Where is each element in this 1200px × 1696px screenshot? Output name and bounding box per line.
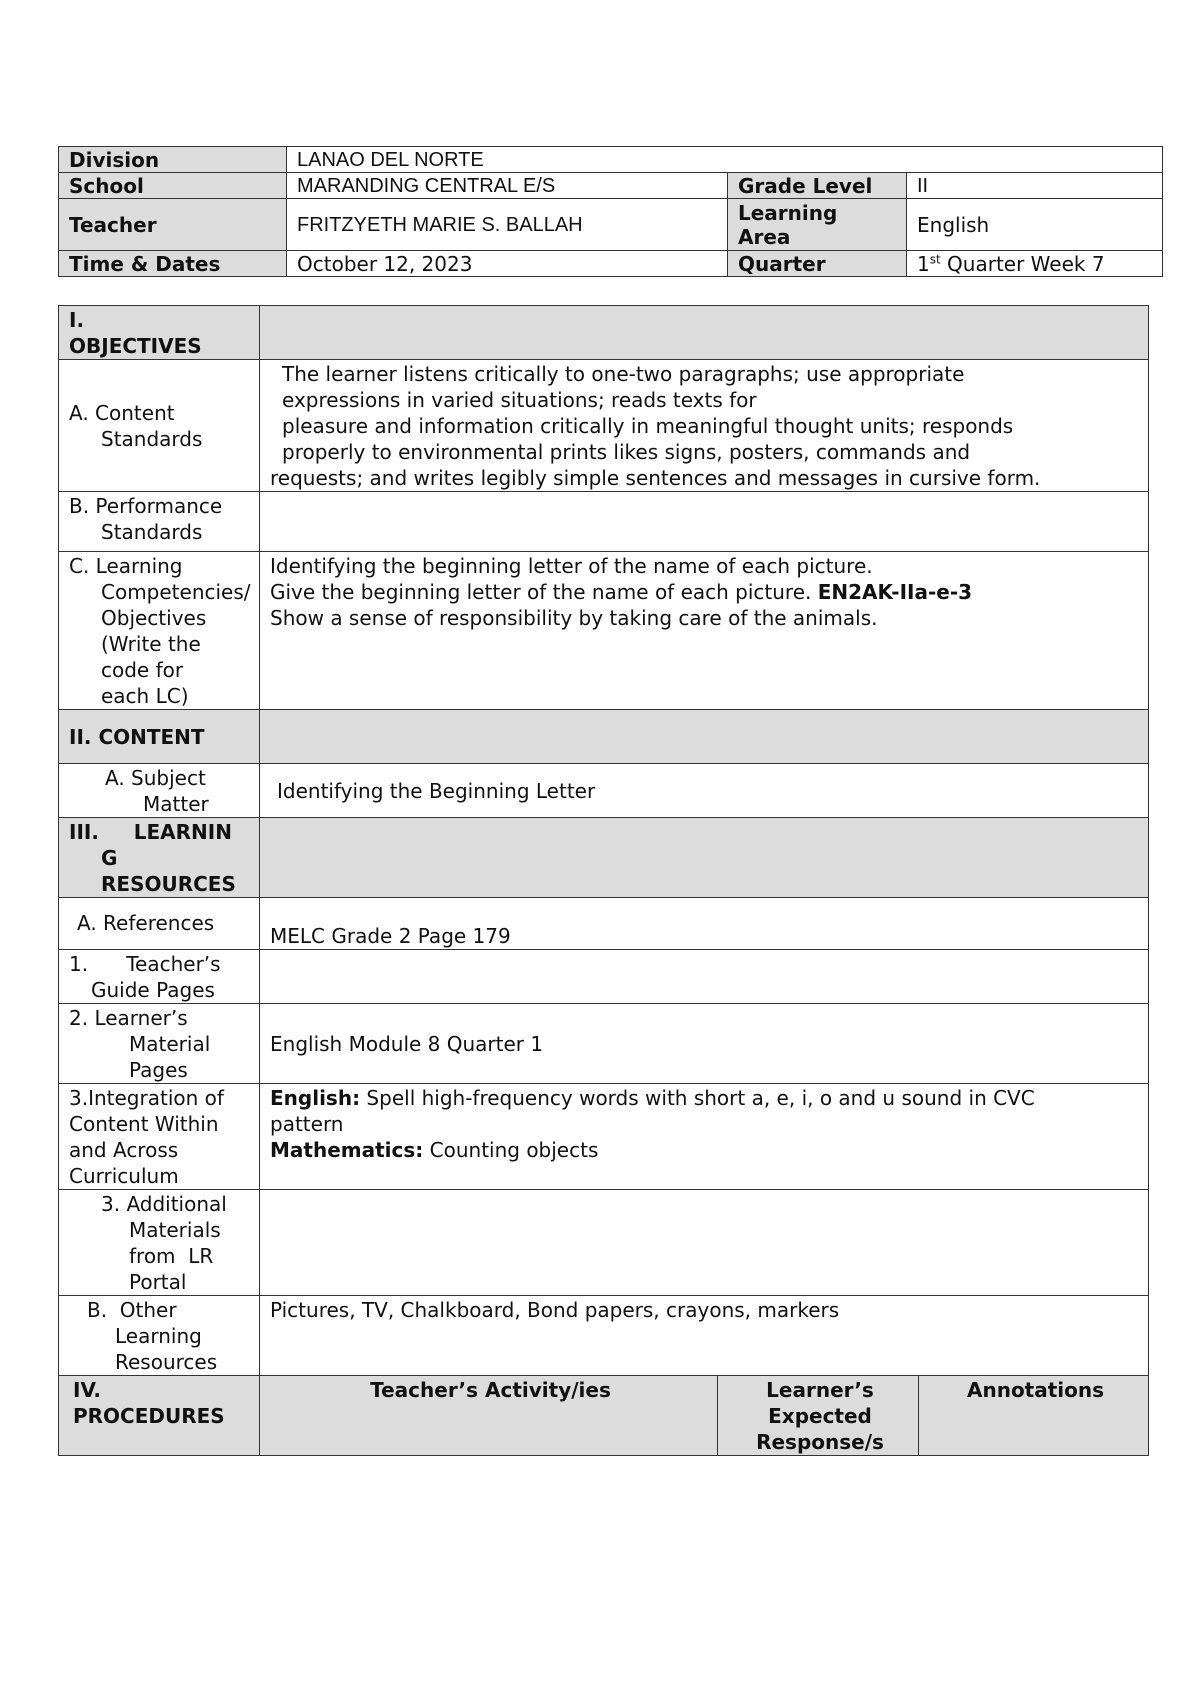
label-line: code for [101, 658, 184, 682]
quarter-rest: Quarter Week 7 [940, 251, 1105, 276]
label-line: (Write the [101, 632, 201, 656]
text-line [270, 1137, 1142, 1163]
integration-text [260, 1084, 1149, 1190]
learners-material-value: English Module 8 Quarter 1 [260, 1004, 1149, 1084]
heading-line: Expected [768, 1404, 872, 1428]
heading-line: RESOURCES [101, 872, 236, 896]
content-standards-label [59, 360, 260, 492]
label-line: Resources [115, 1350, 218, 1374]
division-value: LANAO DEL NORTE [287, 147, 1163, 173]
text-line [270, 1085, 1142, 1111]
label-line: from LR [129, 1244, 214, 1268]
quarter-sup: st [929, 251, 941, 266]
heading-line: Learner’s [766, 1378, 874, 1402]
text-line: requests; and writes legibly simple sentences and messages in cursive form. [270, 466, 1041, 490]
label-line: Guide Pages [91, 978, 215, 1002]
objectives-heading-line: I. [69, 308, 85, 332]
text-line: Identifying the beginning letter of the name of each picture. [270, 554, 873, 578]
heading-line: G [101, 846, 118, 870]
label-line: Materials [129, 1218, 221, 1242]
label-line: each LC) [101, 684, 189, 708]
text-line: Show a sense of responsibility by taking care of the animals. [270, 606, 878, 630]
quarter-value [907, 251, 1163, 277]
label-line: B. Other [87, 1298, 177, 1322]
heading-line: Response/s [756, 1430, 884, 1454]
label-line: A. Subject [105, 766, 206, 790]
heading-line: IV. [73, 1378, 101, 1402]
other-resources-value: Pictures, TV, Chalkboard, Bond papers, crayons, markers [260, 1296, 1149, 1376]
references-label: A. References [59, 898, 260, 950]
resources-heading [59, 818, 260, 898]
learning-competencies-text [260, 552, 1149, 710]
label-line: A. Content [69, 401, 175, 425]
grade-level-label: Grade Level [728, 173, 907, 199]
label-line: B. Performance [69, 494, 223, 518]
learning-area-value: English [907, 199, 1163, 251]
label-line: Competencies/ [101, 580, 251, 604]
text-line [270, 579, 1142, 605]
content-heading: II. CONTENT [59, 710, 260, 764]
annotations-header: Annotations [919, 1376, 1149, 1456]
division-label: Division [59, 147, 287, 173]
label-line: C. Learning [69, 554, 183, 578]
label-line: Content Within [69, 1112, 219, 1136]
label-line: Standards [101, 520, 203, 544]
lesson-plan-table [58, 305, 1149, 1456]
content-heading-empty [260, 710, 1149, 764]
label-line: Material [129, 1032, 211, 1056]
grade-level-value: II [907, 173, 1163, 199]
additional-materials-value [260, 1190, 1149, 1296]
text-line: pattern [270, 1112, 344, 1136]
teacher-activity-header: Teacher’s Activity/ies [260, 1376, 718, 1456]
time-dates-value: October 12, 2023 [287, 251, 728, 277]
heading-line: PROCEDURES [73, 1404, 225, 1428]
time-dates-label: Time & Dates [59, 251, 287, 277]
text-part: Give the beginning letter of the name of each picture. [270, 580, 818, 604]
subject-label: English: [270, 1086, 361, 1110]
other-resources-label [59, 1296, 260, 1376]
learning-area-label-line: Area [738, 224, 791, 249]
learning-area-label [728, 199, 907, 251]
text-line: expressions in varied situations; reads texts for [282, 388, 757, 412]
learning-area-label-line: Learning [738, 200, 838, 225]
label-line: Standards [101, 427, 203, 451]
subject-matter-value: Identifying the Beginning Letter [260, 764, 1149, 818]
quarter-label: Quarter [728, 251, 907, 277]
integration-label [59, 1084, 260, 1190]
school-value: MARANDING CENTRAL E/S [287, 173, 728, 199]
school-label: School [59, 173, 287, 199]
text-line: pleasure and information critically in meaningful thought units; responds [282, 414, 1014, 438]
content-standards-text [260, 360, 1149, 492]
learner-response-header [718, 1376, 919, 1456]
label-line: Matter [143, 792, 209, 816]
label-line: 3. Additional [101, 1192, 227, 1216]
learners-material-label [59, 1004, 260, 1084]
performance-standards-value [260, 492, 1149, 552]
text-part: Spell high-frequency words with short a, e, i, o and u sound in CVC [360, 1086, 1035, 1110]
label-line: 3.Integration of [69, 1086, 224, 1110]
subject-label: Mathematics: [270, 1138, 424, 1162]
heading-line: III. LEARNIN [69, 820, 232, 844]
objectives-heading-line: OBJECTIVES [69, 334, 202, 358]
label-line: and Across [69, 1138, 179, 1162]
resources-heading-empty [260, 818, 1149, 898]
performance-standards-label [59, 492, 260, 552]
label-line: Learning [115, 1324, 202, 1348]
competency-code: EN2AK-IIa-e-3 [817, 580, 973, 604]
label-line: Objectives [101, 606, 207, 630]
label-line: Pages [129, 1058, 188, 1082]
objectives-heading [59, 306, 260, 360]
label-line: 2. Learner’s [69, 1006, 188, 1030]
additional-materials-label [59, 1190, 260, 1296]
text-line: properly to environmental prints likes signs, posters, commands and [282, 440, 971, 464]
label-line: Portal [129, 1270, 187, 1294]
teachers-guide-label [59, 950, 260, 1004]
references-value: MELC Grade 2 Page 179 [260, 898, 1149, 950]
teachers-guide-value [260, 950, 1149, 1004]
teacher-value: FRITZYETH MARIE S. BALLAH [287, 199, 728, 251]
learning-competencies-label [59, 552, 260, 710]
quarter-num: 1 [917, 251, 930, 276]
teacher-label: Teacher [59, 199, 287, 251]
text-part: Counting objects [423, 1138, 599, 1162]
label-line: Curriculum [69, 1164, 179, 1188]
objectives-heading-empty [260, 306, 1149, 360]
procedures-heading [59, 1376, 260, 1456]
header-table [58, 146, 1163, 277]
text-line: The learner listens critically to one-two paragraphs; use appropriate [282, 362, 965, 386]
subject-matter-label [59, 764, 260, 818]
label-line: 1. Teacher’s [69, 952, 221, 976]
